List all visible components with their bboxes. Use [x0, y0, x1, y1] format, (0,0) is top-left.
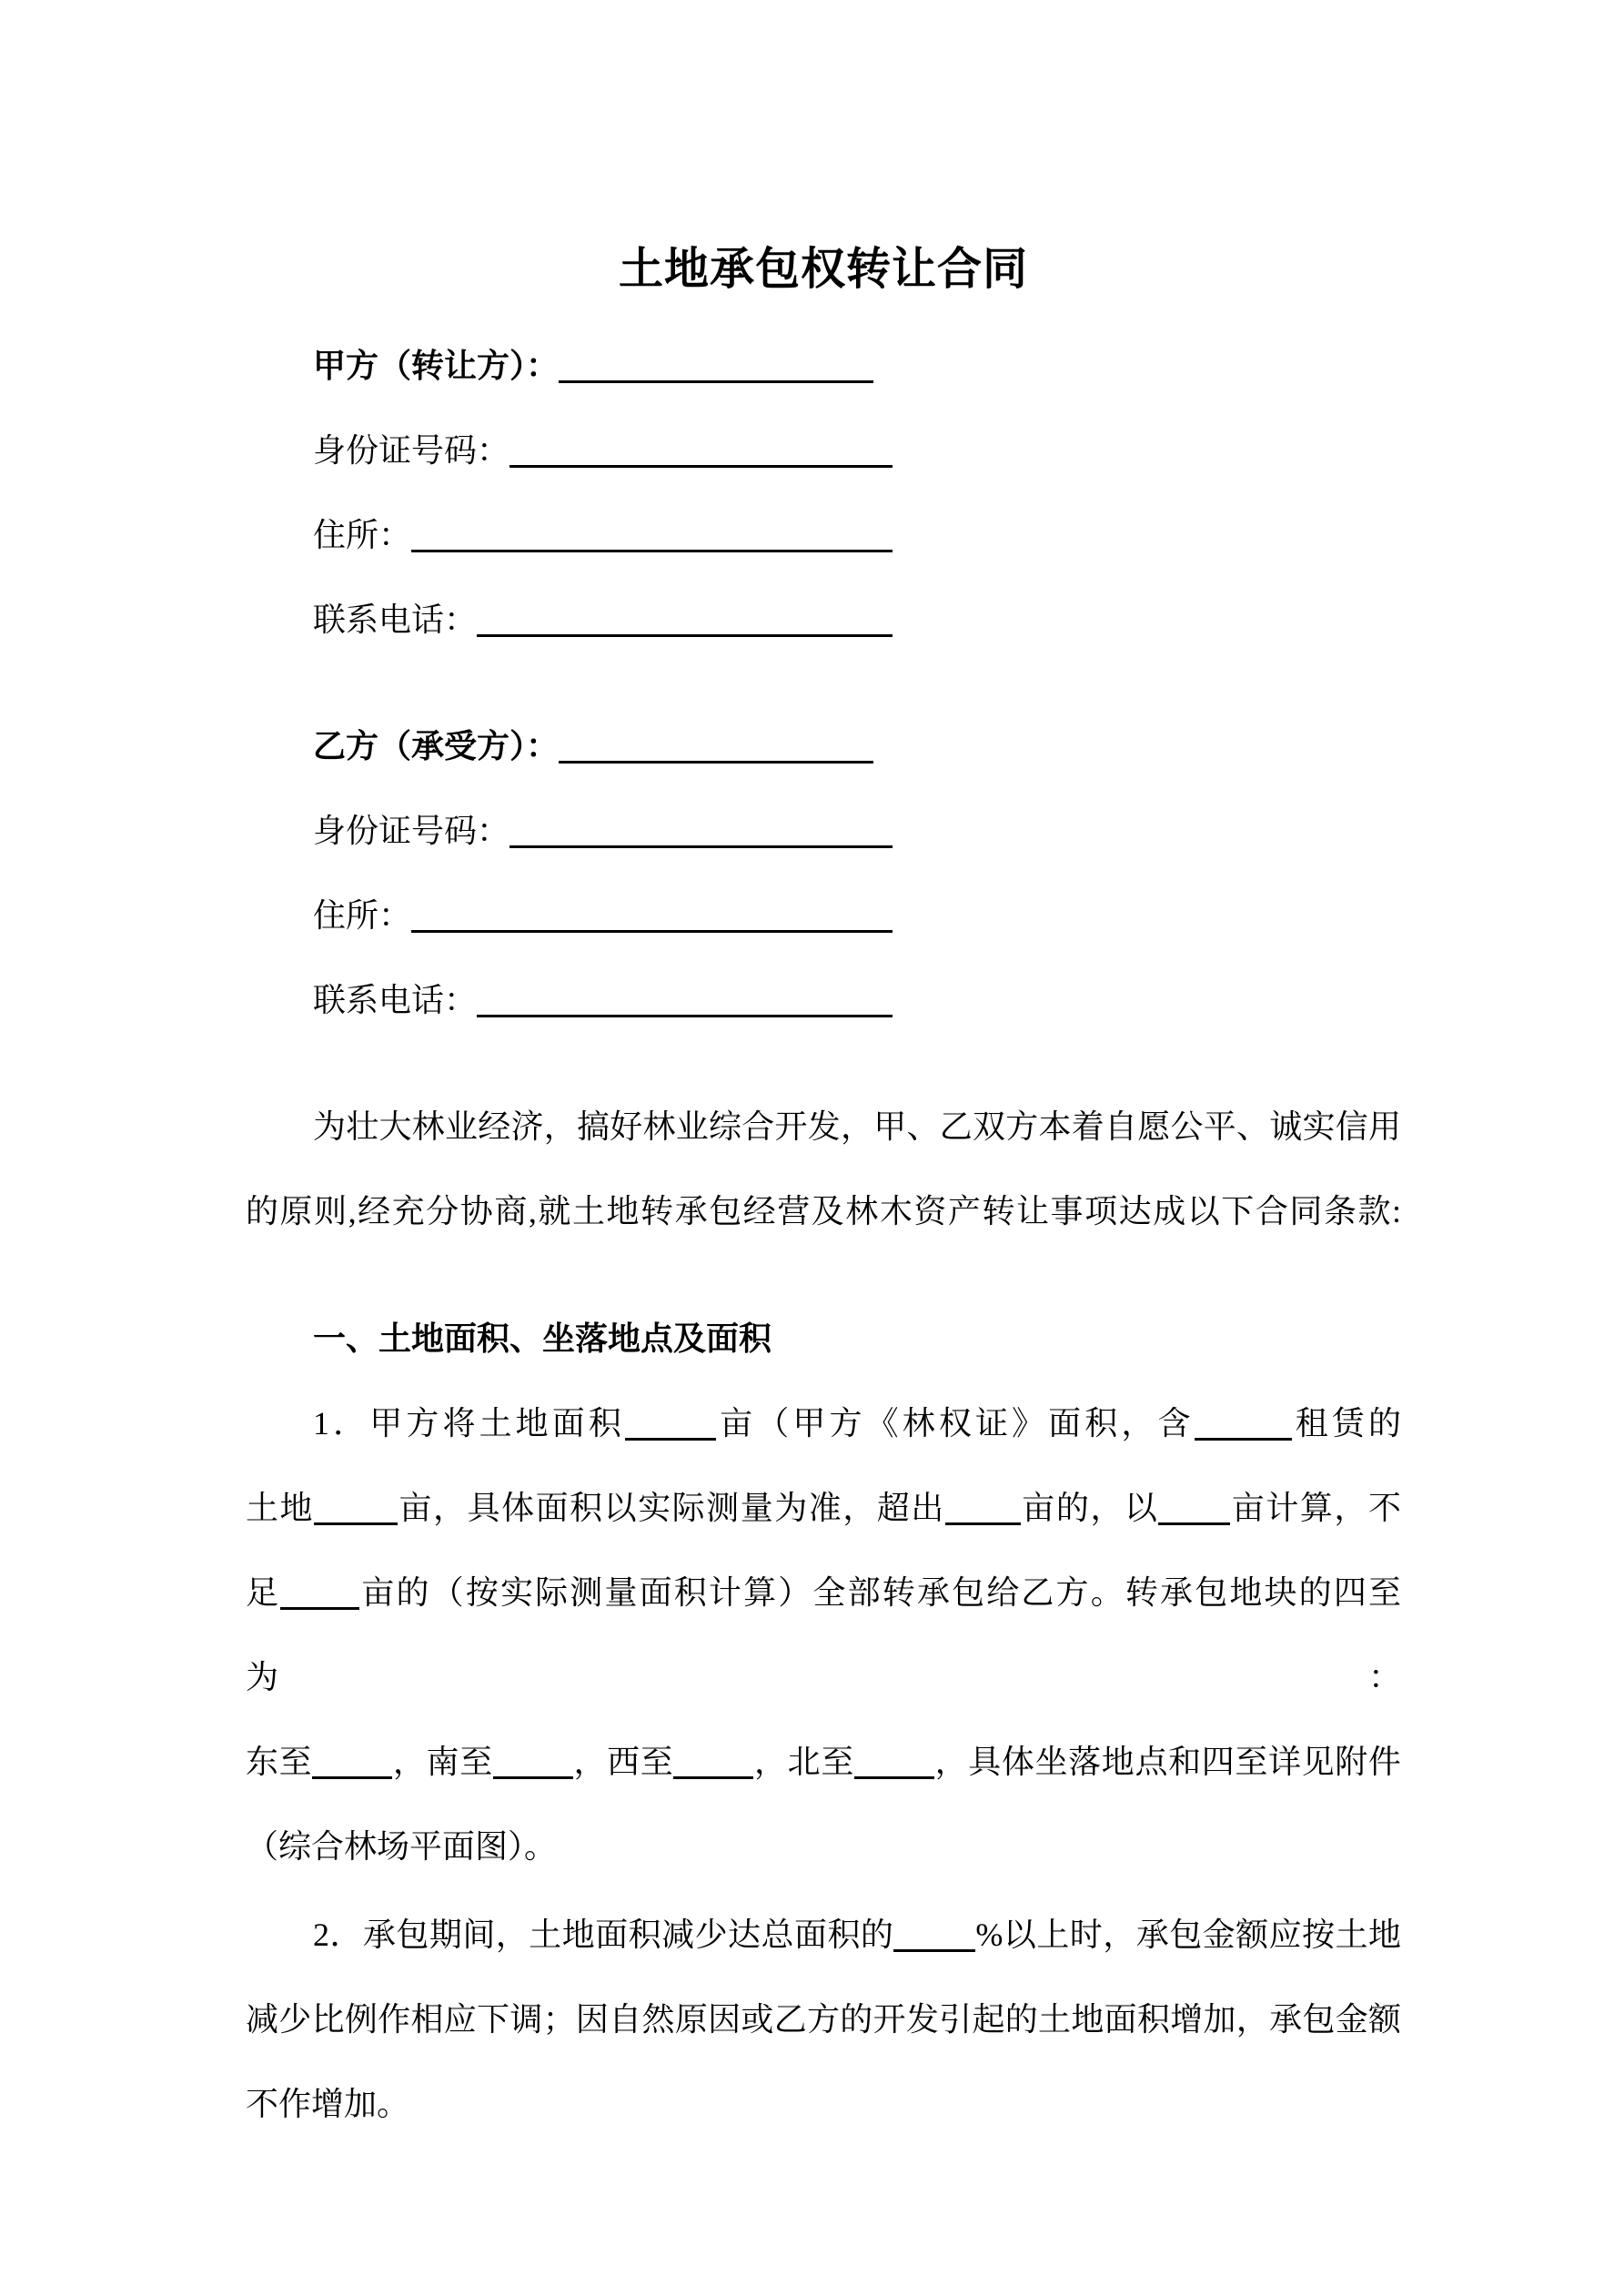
clause-2-text-1a: 2．承包期间，土地面积减少达总面积的 — [313, 1917, 894, 1953]
party-b-id-label: 身份证号码： — [313, 813, 510, 849]
preamble-line-1 — [246, 1085, 1401, 1169]
party-b-phone-blank — [477, 1006, 893, 1017]
blank-leased-mu — [314, 1513, 398, 1525]
party-b-id-blank — [509, 836, 893, 848]
clause-1-text-4c: ，西至 — [572, 1744, 674, 1780]
clause-1-text-4a: 东至 — [246, 1744, 313, 1780]
party-a-address-label: 住所： — [313, 517, 412, 553]
party-a-address-line — [246, 493, 1401, 578]
preamble-text-1: 为壮大林业经济，搞好林业综合开发，甲、乙双方本着自愿公平、诚实信用 — [313, 1108, 1401, 1145]
blank-leased-source — [1195, 1429, 1292, 1441]
party-a-address-blank — [411, 541, 893, 552]
preamble-line-2 — [246, 1169, 1401, 1254]
party-a-name-line — [246, 323, 1401, 409]
party-b-phone-line — [246, 958, 1401, 1043]
party-a-phone-line — [246, 578, 1401, 663]
blank-east-boundary — [312, 1767, 392, 1779]
clause-2-line-3 — [246, 2062, 1401, 2147]
clause-1-line-5 — [246, 1805, 1401, 1889]
blank-calc-mu — [1158, 1513, 1230, 1525]
party-a-id-blank — [509, 456, 893, 468]
party-a-name-blank — [559, 371, 873, 383]
clause-1-text-3b: 亩的（按实际测量面积计算）全部转承包给乙方。转承包地块的四至为： — [246, 1574, 1401, 1695]
clause-1-text-5: （综合林场平面图）。 — [246, 1828, 558, 1865]
clause-1-text-4e: ，具体坐落地点和四至详见附件 — [933, 1744, 1401, 1780]
party-b-address-blank — [411, 921, 893, 933]
clause-1-text-1b: 亩（甲方《林权证》面积，含 — [716, 1405, 1195, 1441]
party-b-name-label: 乙方（承受方）： — [313, 727, 560, 764]
clause-2-text-1b: %以上时，承包金额应按土地 — [975, 1917, 1401, 1953]
blank-excess-mu — [945, 1513, 1021, 1525]
party-b-address-label: 住所： — [313, 897, 412, 934]
party-b-name-line — [246, 703, 1401, 789]
clause-2-line-1 — [246, 1893, 1401, 1977]
party-b-name-blank — [559, 752, 873, 764]
clause-1-line-2 — [246, 1466, 1401, 1551]
clause-1-text-4d: ，北至 — [753, 1744, 854, 1780]
section-1-heading: 一、土地面积、坐落地点及面积 — [313, 1320, 772, 1357]
blank-north-boundary — [854, 1767, 934, 1779]
clause-1-text-1c: 租赁的 — [1291, 1405, 1401, 1441]
clause-1-text-2c: 亩的，以 — [1020, 1490, 1159, 1526]
clause-1-text-3a: 足 — [246, 1574, 281, 1611]
blank-percent — [893, 1940, 975, 1952]
clause-1-line-4 — [246, 1720, 1401, 1805]
clause-2-text-2: 减少比例作相应下调；因自然原因或乙方的开发引起的土地面积增加，承包金额 — [246, 2001, 1401, 2038]
clause-1-text-2b: 亩，具体面积以实际测量为准，超出 — [398, 1490, 945, 1526]
section-1-heading-line — [246, 1296, 1401, 1381]
clause-1-text-2a: 土地 — [246, 1490, 315, 1526]
clause-2-line-2 — [246, 1977, 1401, 2062]
party-a-name-label: 甲方（转让方）： — [313, 347, 560, 384]
blank-south-boundary — [493, 1767, 573, 1779]
clause-1-text-4b: ，南至 — [392, 1744, 493, 1780]
blank-total-area-mu — [625, 1429, 716, 1441]
blank-west-boundary — [673, 1767, 753, 1779]
clause-1-line-1 — [246, 1381, 1401, 1466]
blank-shortfall-mu — [280, 1598, 359, 1610]
clause-2-text-3: 不作增加。 — [246, 2086, 410, 2122]
party-a-id-label: 身份证号码： — [313, 432, 510, 469]
preamble-text-2: 的原则,经充分协商,就土地转承包经营及林木资产转让事项达成以下合同条款: — [246, 1193, 1401, 1229]
party-b-address-line — [246, 874, 1401, 958]
clause-1-text-1a: 1．甲方将土地面积 — [313, 1405, 626, 1441]
document-title: 土地承包权转让合同 — [618, 245, 1028, 294]
party-b-phone-label: 联系电话： — [313, 982, 478, 1018]
clause-1-text-2d: 亩计算，不 — [1230, 1490, 1401, 1526]
clause-1-line-3 — [246, 1551, 1401, 1720]
party-b-id-line — [246, 789, 1401, 874]
party-a-id-line — [246, 409, 1401, 493]
party-a-phone-label: 联系电话： — [313, 602, 478, 638]
party-a-phone-blank — [477, 625, 893, 637]
